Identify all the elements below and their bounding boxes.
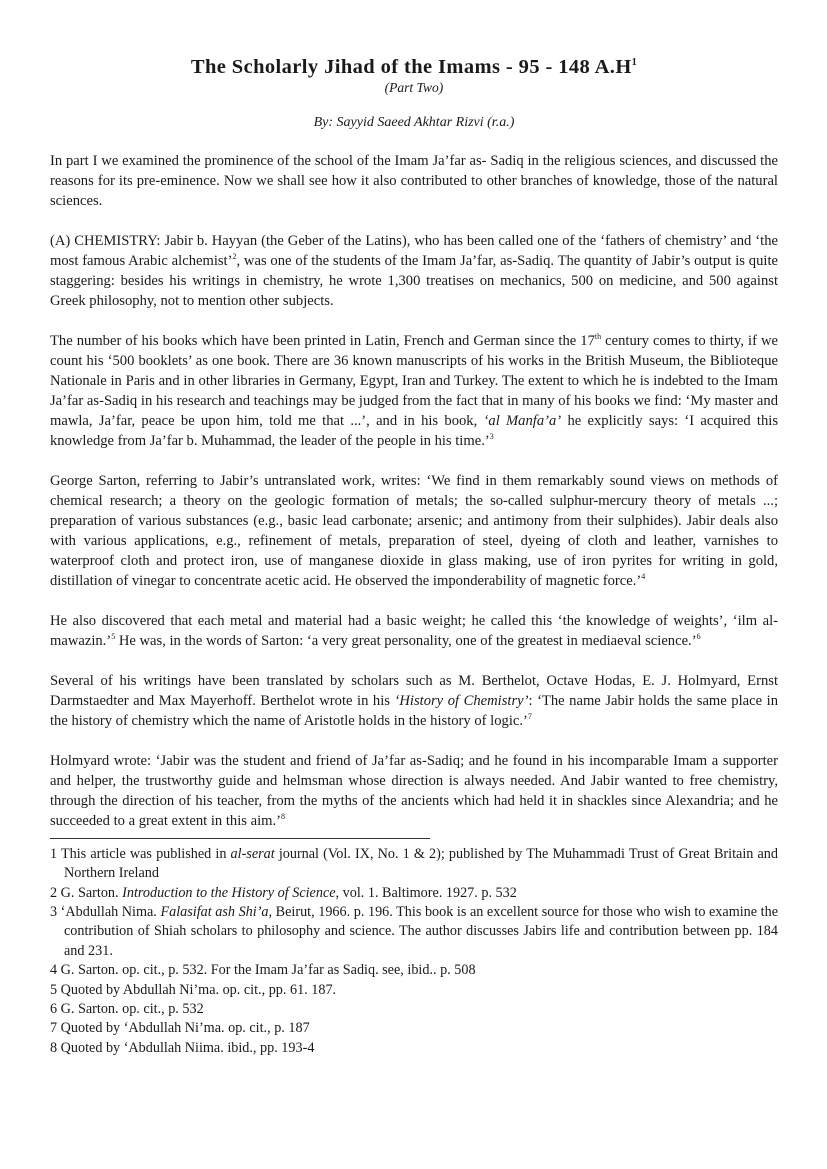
paragraph-text: he explicitly says: ‘I acquired this knowledge from Ja’far b. Muhammad, the leader of the people in his time.’ [50,412,778,449]
footnote-divider [50,838,430,839]
paragraph-intro [50,151,778,211]
paragraph-text: George Sarton, referring to Jabir’s untranslated work, writes: ‘We find in them remarkably sound views on methods of chemical research; a theory on the geologic formation of metals; the so-called sulphur-mercury theory of metals ...; preparation of various substances (e.g., basic lead carbonate; arsenic; and antimony from their sulphides). Jabir deals also with various applications, e.g., refinement of metals, preparation of steel, dyeing of cloth and leather, varnishes to waterproof cloth and protect iron, use of manganese dioxide in glass making, use of iron pyrites for writing in gold, distillation of vinegar to concentrate acetic acid. He observed the imponderability of magnetic force.’ [50,472,778,589]
footnote-item: 8 Quoted by ‘Abdullah Niima. ibid., pp. 193-4 [50,1039,315,1056]
paragraph-books [50,331,778,451]
paragraph-text: In part I we examined the prominence of the school of the Imam Ja’far as- Sadiq in the religious sciences, and discussed the reasons for its pre-eminence. Now we shall see how it also contributed to other branches of knowledge, those of the natural sciences. [50,152,778,209]
footnote-ref: 4 [641,571,646,581]
paragraph-text: century comes to thirty, if we count his ‘500 booklets’ as one book. There are 36 known manuscripts of his works in the British Museum, the Biblioteque Nationale in Paris and in other libraries in Germany, Egypt, Iran and Turkey. The extent to which he is indebted to the Imam Ja’far as-Sadiq in his research and teachings may be judged from the fact that in many of his books we find: ‘My master and mawla, Ja’far, peace be upon him, told me that ...’, and in his book, [50,332,778,429]
footnote-item: 6 G. Sarton. op. cit., p. 532 [50,1001,204,1018]
footnote-item: 4 G. Sarton. op. cit., p. 532. For the Imam Ja’far as Sadiq. see, ibid.. p. 508 [50,962,476,979]
author-byline: By: Sayyid Saeed Akhtar Rizvi (r.a.) [313,114,515,130]
paragraph-text: : ‘The name Jabir holds the same place in the history of chemistry which the name of Aristotle holds in the history of logic.’ [50,692,778,729]
paragraph-text: He also discovered that each metal and material had a basic weight; he called this ‘the knowledge of weights’, ‘ilm al-mawazin.’ [50,612,778,649]
footnote-ref: 7 [527,711,532,721]
title-text: The Scholarly Jihad of the Imams - 95 - 148 A.H [190,55,632,78]
paragraph-translations [50,671,778,731]
paragraph-weights [50,611,778,651]
title-footnote-ref: 1 [631,57,638,68]
footnote-ref: 8 [280,811,285,821]
paragraph-text: (A) CHEMISTRY: Jabir b. Hayyan (the Geber of the Latins), who has been called one of the ‘fathers of chemistry’ and ‘the most famous Arabic alchemist’ [50,232,778,269]
paragraph-text: , was one of the students of the Imam Ja’far, as-Sadiq. The quantity of Jabir’s output is quite staggering: besides his writings in chemistry, he wrote 1,300 treatises on mechanics, 500 on medicine, and 500 against Greek philosophy, not to mention other subjects. [50,252,778,309]
footnote-item: 2 G. Sarton. Introduction to the History of Science, vol. 1. Baltimore. 1927. p. 532 [50,884,517,901]
paragraph-chemistry [50,231,778,311]
footnote-ref: 5 [111,631,116,641]
footnote-ref: 6 [696,631,701,641]
article-body [50,151,778,831]
footnote-ref: 3 [489,431,494,441]
footnote-item: 3 ‘Abdullah Nima. Falasifat ash Shi’a, Beirut, 1966. p. 196. This book is an excellent source for those who wish to examine the contribution of Shiah scholars to philosophy and science. The author discusses Jabirs life and contribution between pp. 184 and 231. [50,904,778,959]
paragraph-text: The number of his books which have been printed in Latin, French and German since the 17 [50,332,595,349]
footnote-item: 1 This article was published in al-serat journal (Vol. IX, No. 1 & 2); published by The Muhammadi Trust of Great Britain and Northern Ireland [50,845,778,882]
paragraph-text: Holmyard wrote: ‘Jabir was the student and friend of Ja’far as-Sadiq; and he found in his incomparable Imam a supporter and helper, the trustworthy guide and helmsman whose direction is always needed. And Jabir wanted to free chemistry, through the direction of his teacher, from the myths of the ancients which had held it in shackles since Alexandria; and he succeeded to a great extent in this aim.’ [50,752,778,829]
footnote-ref: 2 [232,251,237,261]
page-title [50,50,778,80]
page-subtitle: (Part Two) [384,79,444,95]
footnote-item: 7 Quoted by ‘Abdullah Ni’ma. op. cit., p. 187 [50,1020,310,1037]
paragraph-holmyard [50,751,778,831]
paragraph-sarton [50,471,778,591]
footnote-item: 5 Quoted by Abdullah Ni’ma. op. cit., pp. 61. 187. [50,981,337,998]
paragraph-text: He was, in the words of Sarton: ‘a very great personality, one of the greatest in mediaeval science.’ [115,632,697,649]
superscript-ordinal: th [594,331,602,341]
paragraph-text: Several of his writings have been translated by scholars such as M. Berthelot, Octave Hodas, E. J. Holmyard, Ernst Darmstaedter and Max Mayerhoff. Berthelot wrote in his [50,672,778,709]
footnotes [50,845,778,1058]
italic-title: ‘History of Chemistry’ [394,692,529,709]
italic-title: ‘al Manfa’a’ [483,412,562,429]
